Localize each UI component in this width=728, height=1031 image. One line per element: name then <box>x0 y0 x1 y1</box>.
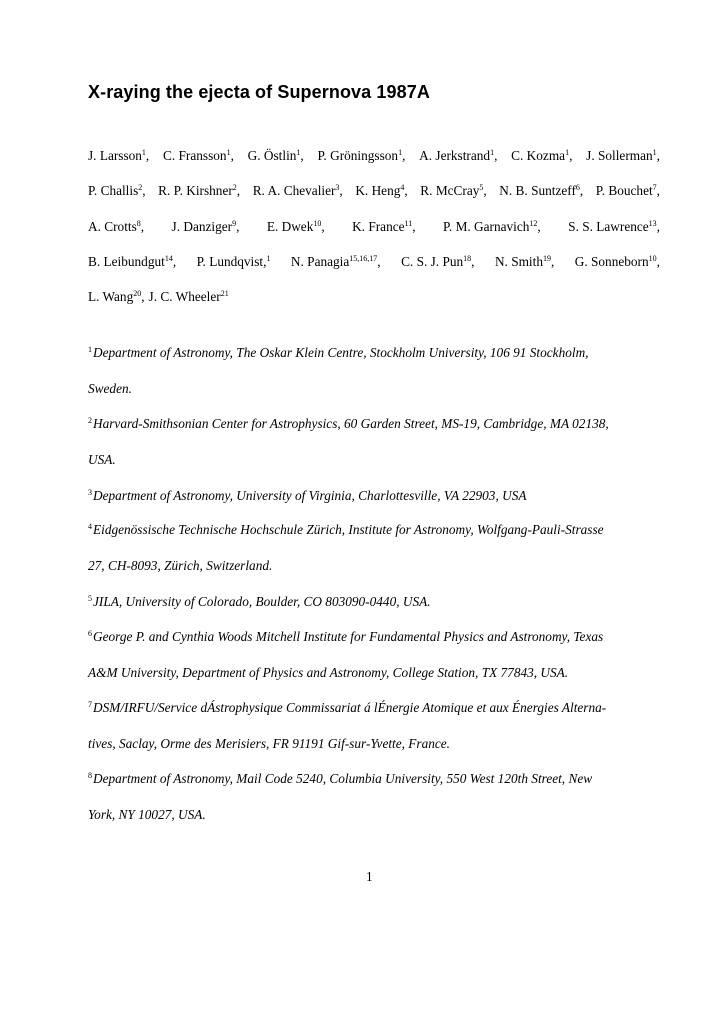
affiliation-marker: 1 <box>398 148 403 157</box>
author-name: R. P. Kirshner <box>158 183 233 198</box>
affiliation-text: 27, CH-8093, Zürich, Switzerland. <box>88 558 273 573</box>
page-number: 1 <box>366 869 373 884</box>
affiliation-line <box>88 736 660 752</box>
affiliation-line <box>88 665 660 681</box>
affiliation-text: Department of Astronomy, University of Virginia, Charlottesville, VA 22903, USA <box>93 488 527 503</box>
author-name: N. Panagia <box>290 254 350 269</box>
author-separator: , <box>656 254 660 269</box>
author-separator: , <box>140 219 145 234</box>
affiliation-line <box>88 594 660 610</box>
author <box>88 289 145 305</box>
affiliation-marker: 6 <box>575 183 580 192</box>
affiliation-line <box>88 700 660 716</box>
author-line <box>88 148 660 164</box>
affiliation-marker: 19 <box>542 254 551 263</box>
author <box>149 289 229 305</box>
author <box>419 148 497 164</box>
affiliation-text: JILA, University of Colorado, Boulder, CO 803090-0440, USA. <box>93 594 431 609</box>
affiliation-marker: 15,16,17 <box>349 254 378 263</box>
affiliation-number: 5 <box>88 594 92 603</box>
author-name: G. Sonneborn <box>574 254 649 269</box>
affiliation-marker: 7 <box>652 183 657 192</box>
affiliation-text: Sweden. <box>88 381 132 396</box>
author-line <box>88 183 660 199</box>
author-name: A. Crotts <box>88 219 137 234</box>
affiliation-line <box>88 381 660 397</box>
affiliation-marker: 5 <box>479 183 484 192</box>
affiliation-marker: 2 <box>138 183 143 192</box>
author <box>443 219 541 235</box>
affiliation-marker: 3 <box>335 183 340 192</box>
author-name: J. C. Wheeler <box>148 289 221 304</box>
affiliation-line <box>88 416 660 432</box>
author-name: P. Lundqvist, <box>196 254 267 269</box>
author-separator: , <box>402 148 406 163</box>
affiliation-marker: 8 <box>136 219 141 228</box>
affiliation-number: 7 <box>88 700 92 709</box>
affiliation-marker: 4 <box>400 183 405 192</box>
author <box>291 254 381 270</box>
affiliation-text: York, NY 10027, USA. <box>88 807 206 822</box>
affiliation-text: Harvard-Smithsonian Center for Astrophysics, 60 Garden Street, MS-19, Cambridge, MA 02138, <box>93 416 609 431</box>
author <box>163 148 234 164</box>
affiliation-number: 6 <box>88 629 92 638</box>
affiliation-marker: 1 <box>490 148 495 157</box>
author-name: C. Kozma <box>511 148 566 163</box>
author <box>267 219 325 235</box>
author-name: P. M. Garnavich <box>443 219 530 234</box>
author-separator: , <box>404 183 408 198</box>
author-name: P. Bouchet <box>595 183 653 198</box>
affiliation-text: A&M University, Department of Physics and Astronomy, College Station, TX 77843, USA. <box>88 665 569 680</box>
author-separator: , <box>172 254 177 269</box>
affiliation-marker: 11 <box>404 219 413 228</box>
author-name: K. Heng <box>355 183 401 198</box>
author <box>499 183 583 199</box>
author-separator: , <box>537 219 541 234</box>
affiliation-line <box>88 629 660 645</box>
affiliation-number: 8 <box>88 771 92 780</box>
author-line <box>88 254 660 270</box>
affiliation-marker: 9 <box>232 219 237 228</box>
author-name: J. Danziger <box>171 219 233 234</box>
affiliation-text: George P. and Cynthia Woods Mitchell Institute for Fundamental Physics and Astronomy, Texas <box>93 629 604 644</box>
affiliation-marker: 2 <box>232 183 237 192</box>
affiliation-marker: 1 <box>652 148 657 157</box>
author-separator: , <box>230 148 234 163</box>
affiliation-line <box>88 558 660 574</box>
author <box>158 183 240 199</box>
author-name: P. Gröningsson <box>317 148 399 163</box>
affiliation-number: 3 <box>88 488 92 497</box>
affiliation-text: tives, Saclay, Orme des Merisiers, FR 91191 Gif-sur-Yvette, France. <box>88 736 451 751</box>
author-separator: , <box>569 148 573 163</box>
author-name: L. Wang <box>88 289 134 304</box>
author-name: J. Sollerman <box>586 148 653 163</box>
author-name: N. Smith <box>494 254 543 269</box>
author <box>172 219 240 235</box>
author <box>575 254 660 270</box>
affiliation-number: 2 <box>88 416 92 425</box>
author-separator: , <box>494 148 498 163</box>
author <box>568 219 660 235</box>
author-separator: , <box>339 183 343 198</box>
author <box>352 219 415 235</box>
author-separator: , <box>141 289 145 304</box>
author-name: G. Östlin <box>247 148 297 163</box>
author-name: A. Jerkstrand <box>419 148 491 163</box>
affiliation-marker: 20 <box>133 289 142 298</box>
author <box>586 148 660 164</box>
author-name: S. S. Lawrence <box>568 219 649 234</box>
affiliation-line <box>88 807 660 823</box>
author-separator: , <box>483 183 487 198</box>
author <box>511 148 572 164</box>
affiliation-marker: 13 <box>648 219 657 228</box>
affiliation-text: Eidgenössische Technische Hochschule Zürich, Institute for Astronomy, Wolfgang-Pauli-Strasse <box>93 522 604 537</box>
author-separator: , <box>145 148 150 163</box>
author-separator: , <box>377 254 381 269</box>
author-name: R. A. Chevalier <box>252 183 336 198</box>
author-name: R. McCray <box>420 183 480 198</box>
author-separator: , <box>300 148 304 163</box>
author <box>248 148 304 164</box>
affiliation-marker: 1 <box>226 148 231 157</box>
author-line <box>88 219 660 235</box>
affiliation-line <box>88 522 660 538</box>
affiliation-marker: 21 <box>220 289 229 298</box>
author <box>596 183 660 199</box>
affiliation-text: DSM/IRFU/Service dÁstrophysique Commissariat á lÉnergie Atomique et aux Énergies Alterna- <box>93 700 607 715</box>
affiliation-marker: 1 <box>565 148 570 157</box>
affiliation-marker: 12 <box>529 219 538 228</box>
affiliation-marker: 10 <box>648 254 657 263</box>
affiliation-line <box>88 345 660 361</box>
affiliation-text: Department of Astronomy, Mail Code 5240, Columbia University, 550 West 120th Street, New <box>93 771 593 786</box>
affiliation-text: Department of Astronomy, The Oskar Klein Centre, Stockholm University, 106 91 Stockholm, <box>93 345 589 360</box>
author <box>318 148 406 164</box>
author-name: B. Leibundgut <box>88 254 165 269</box>
author <box>401 254 474 270</box>
author-line <box>88 289 660 305</box>
author <box>88 148 149 164</box>
affiliation-marker: 10 <box>313 219 322 228</box>
author-separator: , <box>236 219 240 234</box>
author-separator: , <box>412 219 416 234</box>
author-separator: , <box>656 219 660 234</box>
author-separator: , <box>656 148 660 163</box>
author-separator: , <box>142 183 146 198</box>
affiliation-line <box>88 771 660 787</box>
author-name: C. Fransson <box>163 148 227 163</box>
author <box>197 254 271 270</box>
author-name: K. France <box>352 219 405 234</box>
affiliation-marker: 14 <box>164 254 173 263</box>
paper-title: X-raying the ejecta of Supernova 1987A <box>88 82 430 102</box>
affiliation-number: 1 <box>88 345 92 354</box>
author-name: C. S. J. Pun <box>401 254 464 269</box>
author-separator: , <box>550 254 555 269</box>
affiliation-marker: 1 <box>296 148 301 157</box>
author-name: N. B. Suntzeff <box>499 183 576 198</box>
affiliation-marker: 1 <box>266 254 271 263</box>
author-name: P. Challis <box>88 183 139 198</box>
author <box>420 183 486 199</box>
affiliation-number: 4 <box>88 522 92 531</box>
author <box>355 183 407 199</box>
affiliation-text: USA. <box>88 452 116 467</box>
affiliation-line <box>88 452 660 468</box>
author <box>88 183 146 199</box>
author <box>88 254 176 270</box>
affiliation-marker: 1 <box>141 148 146 157</box>
affiliation-marker: 18 <box>463 254 472 263</box>
affiliation-line <box>88 488 660 504</box>
author-separator: , <box>656 183 660 198</box>
author-name: J. Larsson <box>88 148 142 163</box>
author-name: E. Dwek <box>266 219 314 234</box>
author-separator: , <box>471 254 475 269</box>
author <box>495 254 554 270</box>
author <box>88 219 144 235</box>
author-separator: , <box>236 183 241 198</box>
author-separator: , <box>579 183 584 198</box>
author-separator: , <box>321 219 325 234</box>
author <box>253 183 343 199</box>
